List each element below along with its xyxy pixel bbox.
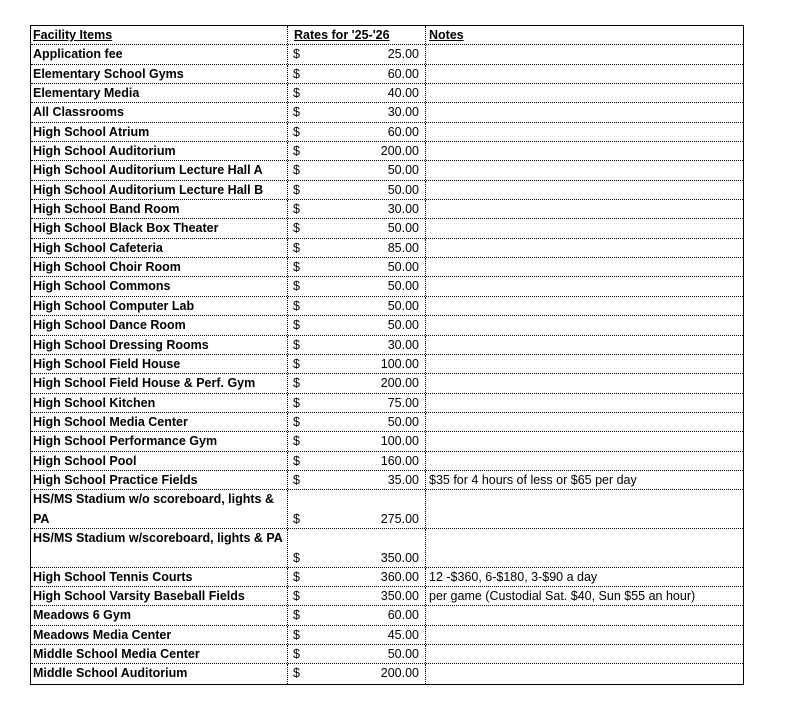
table-row xyxy=(31,374,743,393)
rate-cell[interactable] xyxy=(288,664,426,683)
note-text: per game (Custodial Sat. $40, Sun $55 an hour) xyxy=(429,588,696,603)
rate-cell[interactable] xyxy=(288,645,426,663)
table-row xyxy=(31,123,743,142)
rate-amount: 50.00 xyxy=(387,298,419,313)
rate-amount: 200.00 xyxy=(380,376,419,391)
currency-symbol: $ xyxy=(293,124,300,139)
facility-item-cell[interactable]: Meadows 6 Gym xyxy=(31,606,288,624)
notes-cell[interactable] xyxy=(426,181,743,199)
notes-cell[interactable] xyxy=(426,471,743,489)
facility-item-cell[interactable]: High School Band Room xyxy=(31,200,288,218)
rate-amount: 60.00 xyxy=(387,66,419,81)
notes-cell[interactable] xyxy=(426,626,743,644)
table-row xyxy=(31,316,743,335)
facility-item-cell[interactable]: High School Varsity Baseball Fields xyxy=(31,587,288,605)
facility-item-cell[interactable]: High School Choir Room xyxy=(31,258,288,276)
rate-cell[interactable] xyxy=(288,490,426,528)
rate-cell[interactable] xyxy=(288,161,426,179)
rate-cell[interactable] xyxy=(288,219,426,237)
rate-amount: 30.00 xyxy=(387,202,419,217)
note-text: $35 for 4 hours of less or $65 per day xyxy=(429,472,637,487)
table-row xyxy=(31,452,743,471)
notes-cell[interactable] xyxy=(426,587,743,605)
table-row xyxy=(31,142,743,161)
notes-cell[interactable] xyxy=(426,394,743,412)
currency-symbol: $ xyxy=(293,260,300,275)
currency-symbol: $ xyxy=(293,647,300,661)
currency-symbol: $ xyxy=(293,434,300,449)
notes-cell[interactable] xyxy=(426,316,743,334)
rate-cell[interactable] xyxy=(288,65,426,83)
table-row xyxy=(31,239,743,258)
table-row xyxy=(31,277,743,296)
currency-symbol: $ xyxy=(293,47,300,62)
currency-symbol: $ xyxy=(293,472,300,487)
rate-amount: 160.00 xyxy=(380,453,419,468)
notes-cell[interactable] xyxy=(426,432,743,450)
currency-symbol: $ xyxy=(293,414,300,429)
currency-symbol: $ xyxy=(293,376,300,391)
notes-cell[interactable] xyxy=(426,142,743,160)
table-row xyxy=(31,413,743,432)
rate-amount: 50.00 xyxy=(387,260,419,275)
rate-amount: 30.00 xyxy=(387,105,419,120)
notes-cell[interactable] xyxy=(426,200,743,218)
table-row xyxy=(31,45,743,64)
notes-cell[interactable] xyxy=(426,161,743,179)
facility-item-cell[interactable]: High School Computer Lab xyxy=(31,297,288,315)
rate-amount: 275.00 xyxy=(380,511,419,526)
rate-cell[interactable] xyxy=(288,529,426,567)
rate-amount: 50.00 xyxy=(387,182,419,197)
notes-cell[interactable] xyxy=(426,452,743,470)
facility-item-cell[interactable]: Elementary School Gyms xyxy=(31,65,288,83)
table-row xyxy=(31,219,743,238)
notes-cell[interactable] xyxy=(426,258,743,276)
notes-cell[interactable] xyxy=(426,664,743,683)
currency-symbol: $ xyxy=(293,221,300,236)
facility-item-cell[interactable]: High School Performance Gym xyxy=(31,432,288,450)
currency-symbol: $ xyxy=(293,588,300,603)
notes-cell[interactable] xyxy=(426,355,743,373)
header-rates[interactable] xyxy=(288,26,426,44)
rate-amount: 60.00 xyxy=(387,124,419,139)
rate-amount: 85.00 xyxy=(387,240,419,255)
facility-item-cell[interactable]: All Classrooms xyxy=(31,103,288,121)
facility-item-cell[interactable]: Middle School Media Center xyxy=(31,645,288,663)
currency-symbol: $ xyxy=(293,453,300,468)
notes-cell[interactable] xyxy=(426,374,743,392)
header-facility-items-label: Facility Items xyxy=(33,28,113,42)
notes-cell[interactable] xyxy=(426,568,743,586)
rate-amount: 50.00 xyxy=(387,221,419,236)
table-row xyxy=(31,84,743,103)
rate-cell[interactable] xyxy=(288,471,426,489)
rate-cell[interactable] xyxy=(288,606,426,624)
rate-cell[interactable] xyxy=(288,123,426,141)
table-row xyxy=(31,529,743,568)
currency-symbol: $ xyxy=(293,356,300,371)
facility-item-cell[interactable]: High School Practice Fields xyxy=(31,471,288,489)
notes-cell[interactable] xyxy=(426,336,743,354)
notes-cell[interactable] xyxy=(426,606,743,624)
facility-item-cell[interactable]: High School Cafeteria xyxy=(31,239,288,257)
table-row xyxy=(31,200,743,219)
table-row xyxy=(31,490,743,529)
facility-item-cell[interactable]: High School Auditorium Lecture Hall B xyxy=(31,181,288,199)
rate-cell[interactable] xyxy=(288,277,426,295)
rate-amount: 100.00 xyxy=(380,356,419,371)
rate-amount: 45.00 xyxy=(387,627,419,642)
table-row xyxy=(31,568,743,587)
notes-cell[interactable] xyxy=(426,103,743,121)
currency-symbol: $ xyxy=(293,66,300,81)
table-row xyxy=(31,103,743,122)
facility-item-cell[interactable]: High School Black Box Theater xyxy=(31,219,288,237)
header-notes-label: Notes xyxy=(429,28,464,42)
facility-item-cell[interactable]: High School Field House xyxy=(31,355,288,373)
rate-amount: 350.00 xyxy=(380,550,419,565)
rate-cell[interactable] xyxy=(288,336,426,354)
rate-cell[interactable] xyxy=(288,587,426,605)
notes-cell[interactable] xyxy=(426,529,743,567)
notes-cell[interactable] xyxy=(426,219,743,237)
currency-symbol: $ xyxy=(293,569,300,584)
facility-item-cell[interactable]: High School Dance Room xyxy=(31,316,288,334)
table-row xyxy=(31,664,743,683)
currency-symbol: $ xyxy=(293,144,300,159)
rate-cell[interactable] xyxy=(288,452,426,470)
currency-symbol: $ xyxy=(293,105,300,120)
rate-cell[interactable] xyxy=(288,239,426,257)
rate-cell[interactable] xyxy=(288,374,426,392)
rate-cell[interactable] xyxy=(288,626,426,644)
currency-symbol: $ xyxy=(293,182,300,197)
rate-amount: 30.00 xyxy=(387,337,419,352)
currency-symbol: $ xyxy=(293,240,300,255)
facility-item-cell[interactable]: High School Field House & Perf. Gym xyxy=(31,374,288,392)
table-header-row xyxy=(31,26,743,45)
currency-symbol: $ xyxy=(293,395,300,410)
table-row xyxy=(31,626,743,645)
notes-cell[interactable] xyxy=(426,413,743,431)
rate-cell[interactable] xyxy=(288,394,426,412)
table-row xyxy=(31,394,743,413)
rate-amount: 75.00 xyxy=(387,395,419,410)
facility-item-cell[interactable]: High School Commons xyxy=(31,277,288,295)
rate-cell[interactable] xyxy=(288,355,426,373)
table-body xyxy=(31,45,743,683)
rate-amount: 100.00 xyxy=(380,434,419,449)
rate-cell[interactable] xyxy=(288,568,426,586)
facility-item-cell[interactable]: Application fee xyxy=(31,45,288,63)
rate-amount: 40.00 xyxy=(387,86,419,101)
facility-item-cell[interactable]: High School Tennis Courts xyxy=(31,568,288,586)
facility-item-cell[interactable]: High School Atrium xyxy=(31,123,288,141)
table-row xyxy=(31,65,743,84)
currency-symbol: $ xyxy=(293,202,300,217)
rate-amount: 25.00 xyxy=(387,47,419,62)
currency-symbol: $ xyxy=(293,298,300,313)
currency-symbol: $ xyxy=(293,608,300,623)
currency-symbol: $ xyxy=(293,318,300,333)
table-row xyxy=(31,336,743,355)
currency-symbol: $ xyxy=(293,86,300,101)
table-row xyxy=(31,471,743,490)
header-notes[interactable] xyxy=(426,26,743,44)
facility-item-cell[interactable]: High School Dressing Rooms xyxy=(31,336,288,354)
rate-amount: 35.00 xyxy=(387,472,419,487)
rate-amount: 60.00 xyxy=(387,608,419,623)
rate-cell[interactable] xyxy=(288,45,426,63)
facility-item-cell[interactable]: Middle School Auditorium xyxy=(31,664,288,683)
rate-amount: 360.00 xyxy=(380,569,419,584)
table-row xyxy=(31,297,743,316)
rate-cell[interactable] xyxy=(288,103,426,121)
facility-item-cell[interactable]: High School Pool xyxy=(31,452,288,470)
table-row xyxy=(31,606,743,625)
facility-item-cell[interactable]: High School Auditorium Lecture Hall A xyxy=(31,161,288,179)
rate-amount: 200.00 xyxy=(380,144,419,159)
rate-cell[interactable] xyxy=(288,297,426,315)
table-row xyxy=(31,587,743,606)
currency-symbol: $ xyxy=(293,163,300,178)
rate-cell[interactable] xyxy=(288,181,426,199)
facility-item-cell[interactable]: HS/MS Stadium w/o scoreboard, lights & PA xyxy=(31,490,288,528)
rate-amount: 350.00 xyxy=(380,588,419,603)
table-row xyxy=(31,161,743,180)
table-row xyxy=(31,432,743,451)
currency-symbol: $ xyxy=(293,279,300,294)
notes-cell[interactable] xyxy=(426,277,743,295)
facility-item-cell[interactable]: Meadows Media Center xyxy=(31,626,288,644)
rate-amount: 50.00 xyxy=(387,318,419,333)
currency-symbol: $ xyxy=(293,511,300,526)
rate-amount: 50.00 xyxy=(387,163,419,178)
rate-cell[interactable] xyxy=(288,432,426,450)
rate-cell[interactable] xyxy=(288,142,426,160)
rate-amount: 200.00 xyxy=(380,666,419,681)
currency-symbol: $ xyxy=(293,666,300,681)
notes-cell[interactable] xyxy=(426,123,743,141)
table-row xyxy=(31,258,743,277)
header-facility-items[interactable] xyxy=(31,26,288,44)
rate-amount: 50.00 xyxy=(387,647,419,661)
rates-table xyxy=(30,25,744,685)
facility-item-cell[interactable]: High School Auditorium xyxy=(31,142,288,160)
rate-cell[interactable] xyxy=(288,258,426,276)
facility-item-cell[interactable]: Elementary Media xyxy=(31,84,288,102)
table-row xyxy=(31,355,743,374)
table-row xyxy=(31,645,743,664)
facility-item-cell[interactable]: High School Kitchen xyxy=(31,394,288,412)
rate-amount: 50.00 xyxy=(387,279,419,294)
notes-cell[interactable] xyxy=(426,297,743,315)
currency-symbol: $ xyxy=(293,550,300,565)
rate-amount: 50.00 xyxy=(387,414,419,429)
notes-cell[interactable] xyxy=(426,490,743,528)
currency-symbol: $ xyxy=(293,337,300,352)
notes-cell[interactable] xyxy=(426,65,743,83)
facility-item-cell[interactable]: HS/MS Stadium w/scoreboard, lights & PA xyxy=(31,529,288,567)
notes-cell[interactable] xyxy=(426,84,743,102)
currency-symbol: $ xyxy=(293,627,300,642)
rate-cell[interactable] xyxy=(288,84,426,102)
note-text: 12 -$360, 6-$180, 3-$90 a day xyxy=(429,569,598,584)
facility-item-cell[interactable]: High School Media Center xyxy=(31,413,288,431)
rate-cell[interactable] xyxy=(288,413,426,431)
notes-cell[interactable] xyxy=(426,645,743,663)
rate-cell[interactable] xyxy=(288,316,426,334)
header-rates-label: Rates for '25-'26 xyxy=(294,28,390,42)
table-row xyxy=(31,181,743,200)
rate-cell[interactable] xyxy=(288,200,426,218)
notes-cell[interactable] xyxy=(426,45,743,63)
notes-cell[interactable] xyxy=(426,239,743,257)
